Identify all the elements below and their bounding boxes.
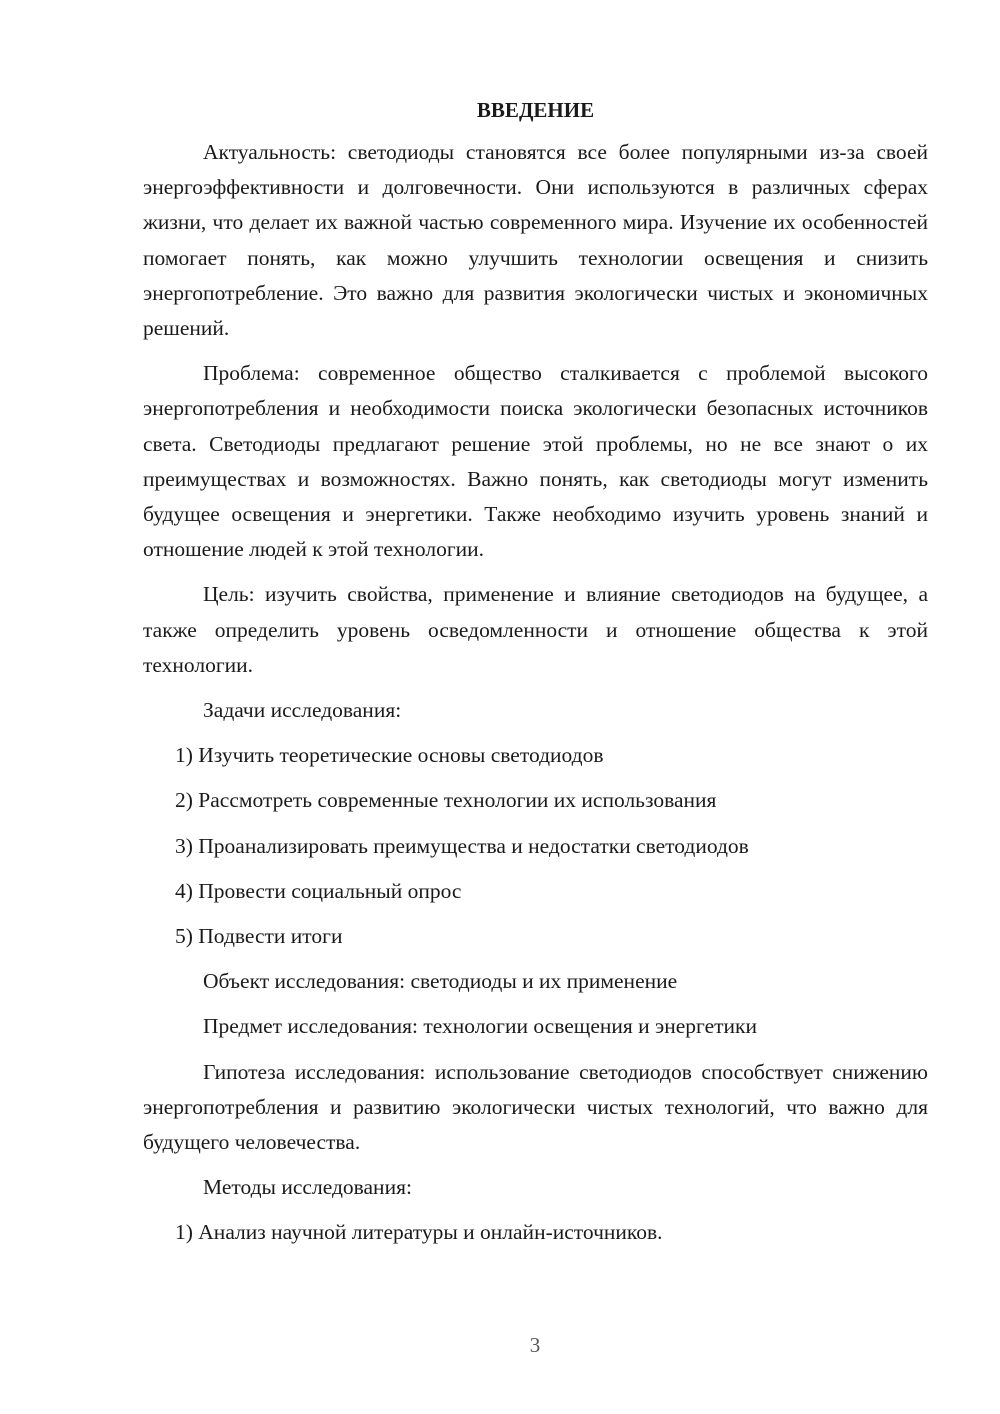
relevance-paragraph: Актуальность: светодиоды становятся все более популярными из-за своей энергоэффективности и долговечности. Они используются в различных сферах жизни, что делает их важной частью современного мира. Изучение их особенностей помогает понять, как можно улучшить технологии освещения и снизить энергопотребление. Это важно для развития экологически чистых и экономичных решений.	[143, 140, 928, 341]
task-item: 4) Провести социальный опрос	[175, 878, 462, 903]
tasks-heading: Задачи исследования:	[203, 698, 402, 723]
subject-paragraph: Предмет исследования: технологии освещения и энергетики	[203, 1014, 757, 1039]
method-item: 1) Анализ научной литературы и онлайн-источников.	[175, 1220, 663, 1245]
object-paragraph: Объект исследования: светодиоды и их применение	[203, 969, 678, 994]
problem-paragraph: Проблема: современное общество сталкивается с проблемой высокого энергопотребления и необходимости поиска экологически безопасных источников света. Светодиоды предлагают решение этой проблемы, но не все знают о их преимуществах и возможностях. Важно понять, как светодиоды могут изменить будущее освещения и энергетики. Также необходимо изучить уровень знаний и отношение людей к этой технологии.	[143, 361, 928, 562]
document-page	[143, 95, 928, 1261]
page-number: 3	[529, 1333, 541, 1357]
task-item: 5) Подвести итоги	[175, 924, 343, 949]
methods-heading: Методы исследования:	[203, 1175, 412, 1200]
task-item: 3) Проанализировать преимущества и недостатки светодиодов	[175, 833, 749, 858]
task-item: 2) Рассмотреть современные технологии их использования	[175, 788, 717, 813]
section-title: ВВЕДЕНИЕ	[476, 98, 595, 122]
task-item: 1) Изучить теоретические основы светодиодов	[175, 743, 604, 768]
hypothesis-paragraph: Гипотеза исследования: использование светодиодов способствует снижению энергопотребления и развитию экологически чистых технологий, что важно для будущего человечества.	[143, 1059, 928, 1155]
goal-paragraph: Цель: изучить свойства, применение и влияние светодиодов на будущее, а также определить уровень осведомленности и отношение общества к этой технологии.	[143, 582, 928, 677]
